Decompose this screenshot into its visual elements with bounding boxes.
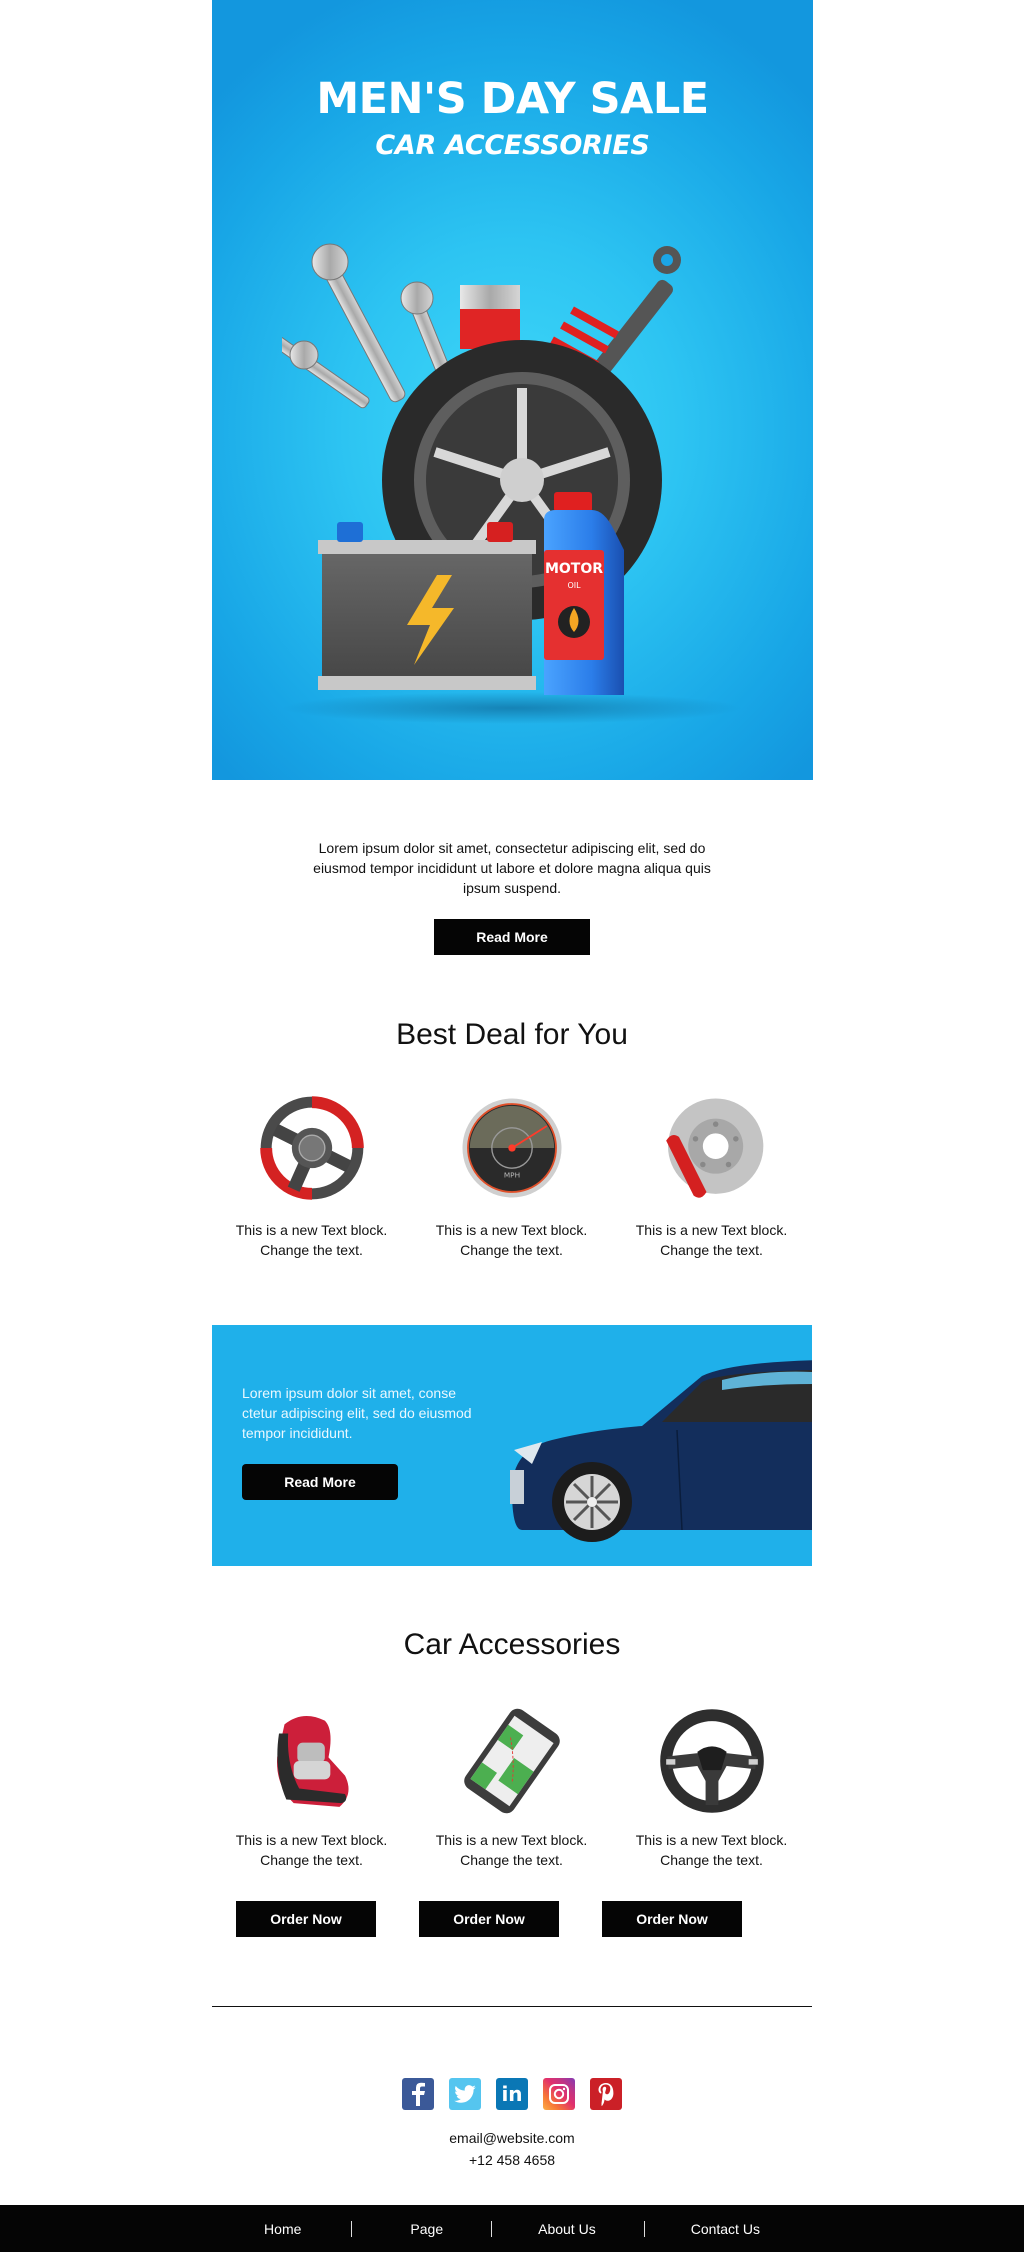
steering-wheel-icon: [257, 1093, 367, 1203]
svg-text:OIL: OIL: [567, 581, 581, 590]
accessory-item-text: This is a new Text block. Change the text.: [235, 1832, 388, 1868]
brake-disc-icon: [657, 1093, 767, 1203]
footer-link-contact-us[interactable]: Contact Us: [690, 2220, 760, 2237]
child-car-seat-icon: [257, 1705, 367, 1817]
order-now-button-1[interactable]: Order Now: [236, 1901, 376, 1937]
footer-separator: [644, 2221, 645, 2237]
footer-nav: [0, 2205, 1024, 2252]
order-now-button-2[interactable]: Order Now: [419, 1901, 559, 1937]
gps-navigator-icon: [457, 1705, 567, 1817]
deal-item-steering-wheel: [224, 1093, 399, 1260]
contact-phone: +12 458 4658: [468, 2152, 556, 2168]
hero-subtitle: CAR ACCESSORIES: [375, 130, 650, 161]
footer-link-home[interactable]: Home: [264, 2220, 302, 2237]
social-links: [402, 2078, 622, 2110]
linkedin-icon[interactable]: in: [496, 2078, 528, 2110]
best-deal-title: Best Deal for You: [396, 1018, 628, 1051]
pinterest-icon[interactable]: [590, 2078, 622, 2110]
accessory-item-text: This is a new Text block. Change the text.: [635, 1832, 788, 1868]
divider: [212, 2006, 812, 2007]
accessory-item-car-seat: [224, 1705, 399, 1870]
facebook-icon[interactable]: [402, 2078, 434, 2110]
footer-separator: [351, 2221, 352, 2237]
accessory-item-text: This is a new Text block. Change the text.: [435, 1832, 588, 1868]
read-more-button[interactable]: Read More: [434, 919, 590, 955]
deal-item-text: This is a new Text block. Change the text.: [235, 1222, 388, 1258]
instagram-icon[interactable]: [543, 2078, 575, 2110]
twitter-icon[interactable]: [449, 2078, 481, 2110]
accessory-item-sport-wheel: [624, 1705, 799, 1870]
banner-read-more-button[interactable]: Read More: [242, 1464, 398, 1500]
promo-banner: [212, 1325, 812, 1566]
hero-banner: [212, 0, 813, 780]
footer-link-about-us[interactable]: About Us: [538, 2220, 596, 2237]
order-now-button-3[interactable]: Order Now: [602, 1901, 742, 1937]
intro-text: Lorem ipsum dolor sit amet, consectetur adipiscing elit, sed do eiusmod tempor incididunt ut labore et dolore magna aliqua quis ipsum suspend.: [313, 840, 711, 896]
deal-item-speedometer: [424, 1093, 599, 1260]
svg-text:MOTOR: MOTOR: [544, 561, 604, 577]
footer-link-page[interactable]: Page: [410, 2220, 444, 2237]
accessory-item-gps: [424, 1705, 599, 1870]
speedometer-icon: [457, 1093, 567, 1203]
accessories-title: Car Accessories: [403, 1628, 621, 1661]
footer-separator: [491, 2221, 492, 2237]
deal-item-text: This is a new Text block. Change the text.: [635, 1222, 788, 1258]
deal-item-brake-disc: [624, 1093, 799, 1260]
car-accessories-illustration: [282, 230, 742, 730]
sport-steering-wheel-icon: [657, 1705, 767, 1817]
svg-text:MPH: MPH: [503, 1170, 520, 1180]
hero-title: MEN'S DAY SALE: [316, 74, 709, 124]
car-image: [502, 1350, 812, 1550]
contact-email[interactable]: email@website.com: [449, 2130, 575, 2146]
deal-item-text: This is a new Text block. Change the text.: [435, 1222, 588, 1258]
banner-text: Lorem ipsum dolor sit amet, conse ctetur adipiscing elit, sed do eiusmod tempor incididunt.: [242, 1385, 472, 1441]
